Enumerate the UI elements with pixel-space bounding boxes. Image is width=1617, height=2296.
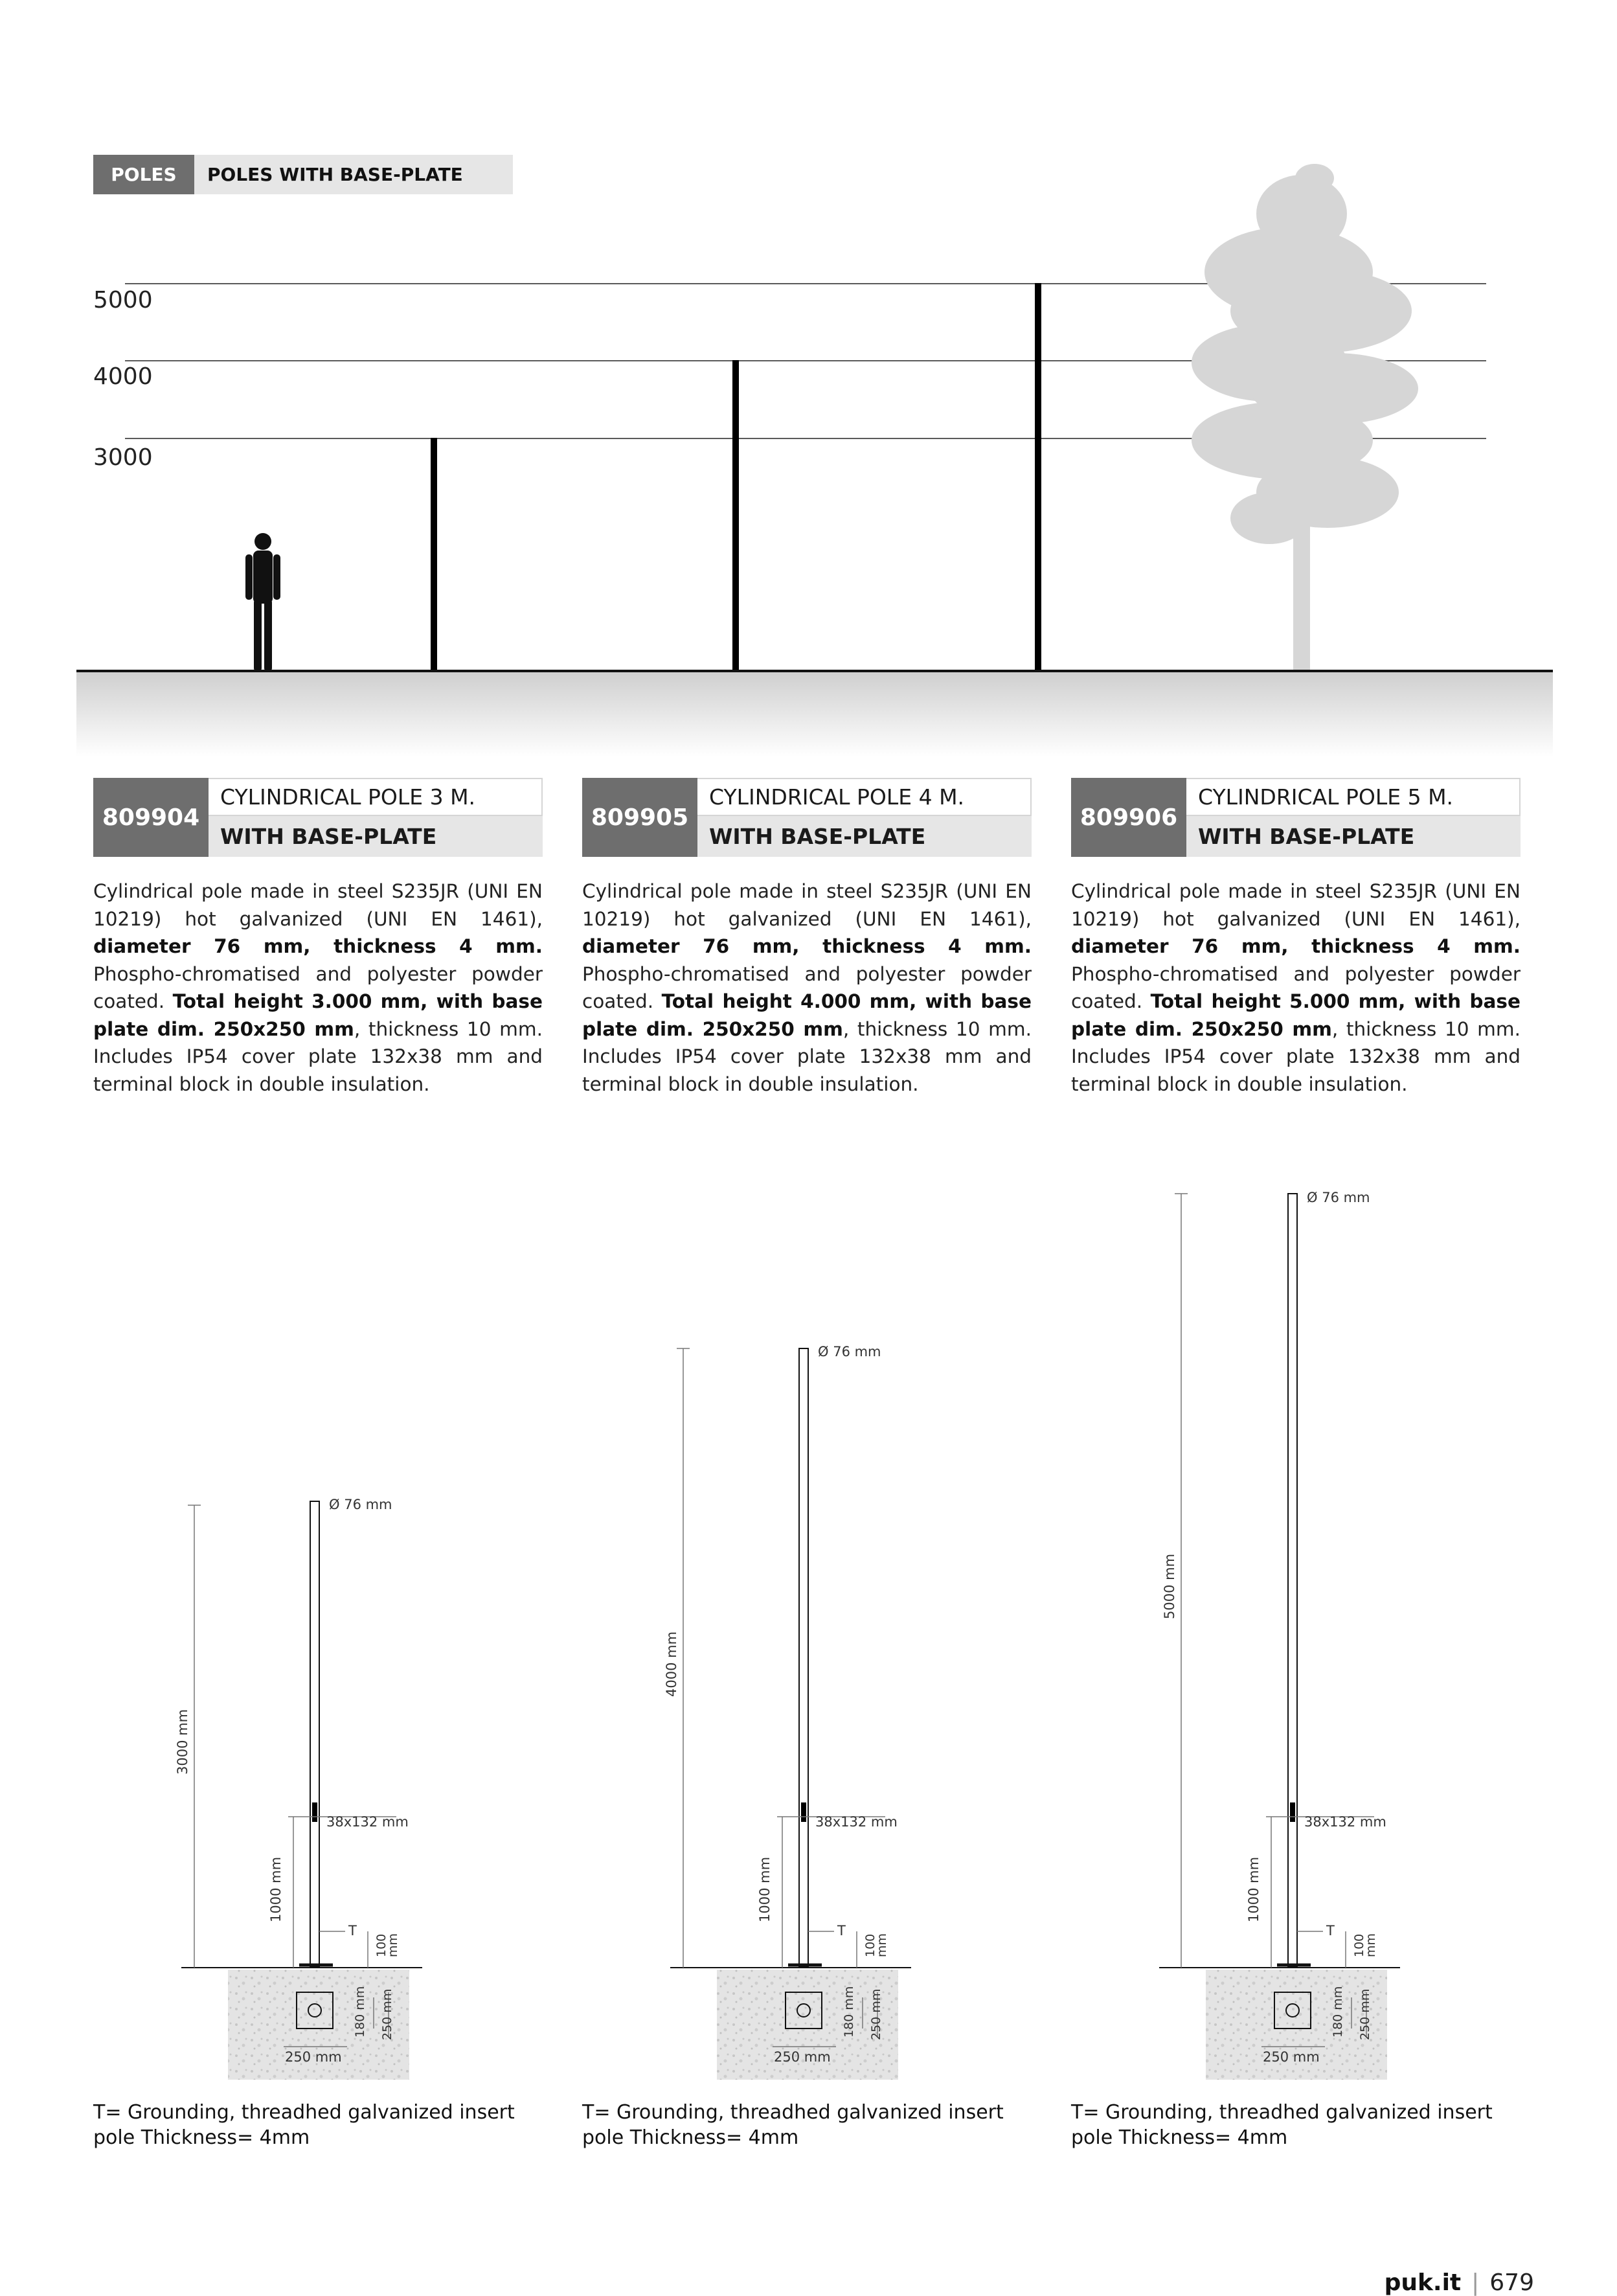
height-label: 5000 mm (1162, 1553, 1177, 1619)
t-height-unit: mm (386, 1933, 400, 1957)
scale-label-3000: 3000 (93, 444, 153, 471)
product-code: 809906 (1071, 778, 1186, 857)
scale-label-4000: 4000 (93, 363, 153, 390)
t-label: T (837, 1923, 846, 1938)
product-subtitle: WITH BASE-PLATE (697, 816, 1032, 857)
t-label: T (1326, 1923, 1335, 1938)
plate-b-label: 250 mm (869, 1988, 883, 2040)
product-description: Cylindrical pole made in steel S235JR (UNI EN 10219) hot galvanized (UNI EN 1461), diameter 76 mm, thickness 4 mm. Phospho-chromatised and polyester powder coated. Total height 5.000 mm, with base plate dim. 250x250 mm, thickness 10 mm. Includes IP54 cover plate 132x38 mm and terminal block in double insulation. (1071, 880, 1521, 1095)
cover-label: 38x132 mm (326, 1814, 409, 1830)
plate-a-label: 180 mm (842, 1986, 856, 2038)
product-description: Cylindrical pole made in steel S235JR (UNI EN 10219) hot galvanized (UNI EN 1461), diameter 76 mm, thickness 4 mm. Phospho-chromatised and polyester powder coated. Total height 4.000 mm, with base plate dim. 250x250 mm, thickness 10 mm. Includes IP54 cover plate 132x38 mm and terminal block in double insulation. (582, 880, 1032, 1095)
plate-a-label: 180 mm (353, 1986, 367, 2038)
cover-plate (1290, 1802, 1295, 1822)
cover-label: 38x132 mm (815, 1814, 898, 1830)
page-footer (1385, 2269, 1534, 2296)
plate-b-label: 250 mm (380, 1988, 394, 2040)
cover-label: 38x132 mm (1304, 1814, 1386, 1830)
footnote: T= Grounding, threadhed galvanized insert pole Thickness= 4mm (93, 2101, 515, 2149)
plate-a-label: 180 mm (1331, 1986, 1345, 2038)
diameter-label: Ø 76 mm (329, 1497, 392, 1512)
t-height-label: 100 (374, 1933, 389, 1957)
pole-outline (799, 1348, 808, 1966)
door-height-label: 1000 mm (1246, 1856, 1261, 1922)
footnote: T= Grounding, threadhed galvanized insert pole Thickness= 4mm (582, 2101, 1004, 2149)
product-title: CYLINDRICAL POLE 4 M. (697, 778, 1032, 816)
plate-width-label: 250 mm (285, 2049, 342, 2065)
footnote: T= Grounding, threadhed galvanized insert pole Thickness= 4mm (1071, 2101, 1493, 2149)
product-subtitle: WITH BASE-PLATE (209, 816, 543, 857)
t-label: T (348, 1923, 357, 1938)
door-height-label: 1000 mm (757, 1856, 773, 1922)
diameter-label: Ø 76 mm (1307, 1190, 1370, 1205)
pole-outline (1288, 1194, 1297, 1966)
website-link[interactable]: puk.it (1384, 2269, 1462, 2296)
pole-outline (310, 1501, 319, 1966)
cover-plate (801, 1802, 806, 1822)
scale-label-5000: 5000 (93, 287, 153, 313)
height-label: 3000 mm (175, 1709, 190, 1775)
plate-width-label: 250 mm (774, 2049, 831, 2065)
cover-plate (312, 1802, 317, 1822)
product-code: 809904 (93, 778, 209, 857)
t-height-unit: mm (1364, 1933, 1378, 1957)
subcategory-label: POLES WITH BASE-PLATE (194, 155, 513, 194)
t-height-label: 100 (1352, 1933, 1366, 1957)
product-title: CYLINDRICAL POLE 5 M. (1186, 778, 1521, 816)
footer-separator: | (1471, 2269, 1480, 2296)
page-number: 679 (1489, 2269, 1534, 2296)
pole-drawing-4m (670, 1348, 911, 2080)
door-height-label: 1000 mm (268, 1856, 284, 1922)
product-subtitle: WITH BASE-PLATE (1186, 816, 1521, 857)
plate-width-label: 250 mm (1263, 2049, 1320, 2065)
t-height-label: 100 (863, 1933, 877, 1957)
t-height-unit: mm (875, 1933, 889, 1957)
diameter-label: Ø 76 mm (818, 1344, 881, 1359)
category-label: POLES (93, 155, 194, 194)
plate-b-label: 250 mm (1358, 1988, 1372, 2040)
product-code: 809905 (582, 778, 697, 857)
product-title: CYLINDRICAL POLE 3 M. (209, 778, 543, 816)
product-description: Cylindrical pole made in steel S235JR (UNI EN 10219) hot galvanized (UNI EN 1461), diameter 76 mm, thickness 4 mm. Phospho-chromatised and polyester powder coated. Total height 3.000 mm, with base plate dim. 250x250 mm, thickness 10 mm. Includes IP54 cover plate 132x38 mm and terminal block in double insulation. (93, 880, 543, 1095)
height-label: 4000 mm (664, 1631, 679, 1697)
